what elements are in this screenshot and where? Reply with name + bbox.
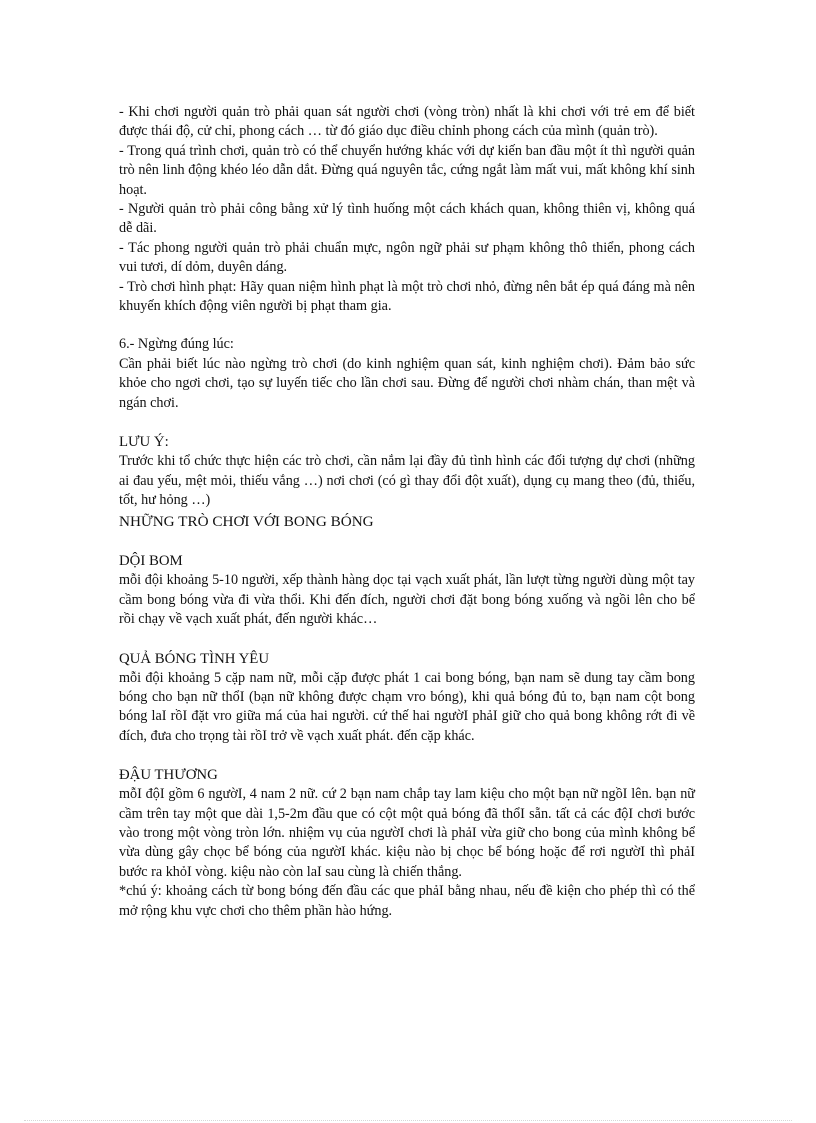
spacer [119, 413, 695, 432]
game-title-dau-thuong: ĐẬU THƯƠNG [119, 767, 218, 784]
spacer [119, 630, 695, 649]
section-body-stop-on-time: Cần phải biết lúc nào ngừng trò chơi (do kinh nghiệm quan sát, kinh nghiệm chơi). Đảm bảo sức khỏe cho ngơi chơi, tạo sự luyến tiếc cho lần chơi sau. Đừng để người chơi nhàm chán, than mệt và ngán chơi. [119, 355, 695, 411]
game-title-doi-bom: DỘI BOM [119, 553, 183, 570]
rule-item-observe: - Khi chơi người quản trò phải quan sát người chơi (vòng tròn) nhất là khi chơi với trẻ em để biết được thái độ, cử chỉ, phong cách … từ đó giáo dục điều chỉnh phong cách của mình (quản trò). [119, 104, 695, 140]
game-body-doi-bom: mỗi đội khoảng 5-10 người, xếp thành hàng dọc tại vạch xuất phát, lần lượt từng người dùng một tay cầm bong bóng vừa đi vừa thổi. Khi đến đích, người chơi đặt bong bóng xuống và ngồi lên cho bể rồi chạy về vạch xuất phát, đến người khác… [119, 572, 695, 628]
game-footnote-dau-thuong: *chú ý: khoảng cách từ bong bóng đến đầu các que phảI bằng nhau, nếu đề kiện cho phép thì có thể mở rộng khu vực chơi cho thêm phần hào hứng. [119, 883, 695, 919]
note-body: Trước khi tổ chức thực hiện các trò chơi, cần nắm lại đầy đủ tình hình các đối tượng dự chơi (những ai đau yếu, mệt mỏi, thiếu vắng …) nơi chơi (có gì thay đổi đột xuất), dụng cụ mang theo (đủ, thiếu, tốt, hư hỏng …) [119, 453, 695, 508]
document-page [119, 103, 695, 921]
main-title: NHỮNG TRÒ CHƠI VỚI BONG BÓNG [119, 513, 374, 531]
rule-item-fairness: - Người quản trò phải công bằng xử lý tình huống một cách khách quan, không thiên vị, không quá dễ dãi. [119, 201, 695, 237]
spacer [119, 746, 695, 765]
section-heading-stop-on-time: 6.- Ngừng đúng lúc: [119, 336, 234, 353]
spacer [119, 316, 695, 335]
rule-item-penalty: - Trò chơi hình phạt: Hãy quan niệm hình phạt là một trò chơi nhỏ, đừng nên bắt ép quá đáng mà nên khuyến khích động viên người bị phạt tham gia. [119, 278, 695, 315]
note-heading: LƯU Ý: [119, 434, 169, 451]
spacer [119, 532, 695, 551]
rule-item-flexible: - Trong quá trình chơi, quản trò có thể chuyển hướng khác với dự kiến ban đầu một ít thì người quản trò nên linh động khéo léo dẫn dắt. Đừng quá nguyên tắc, cứng ngắt làm mất vui, mất không khí sinh hoạt. [119, 142, 695, 198]
rule-item-conduct: - Tác phong người quản trò phải chuẩn mực, ngôn ngữ phải sư phạm không thô thiển, phong cách vui tươi, dí dỏm, duyên dáng. [119, 239, 695, 276]
game-body-dau-thuong: mỗI độI gồm 6 ngườI, 4 nam 2 nữ. cứ 2 bạn nam chắp tay lam kiệu cho một bạn nữ ngồI lên. bạn nữ cầm trên tay một que dài 1,5-2m đầu que có cột một quả bóng đã thổI sẵn. tất cả các độI chơi bước vào trong một vòng tròn lớn. nhiệm vụ của ngườI chơi là phảI vừa giữ cho bong của mình không bể vừa dùng gây chọc bể bóng của ngườI khác. kiệu nào bị chọc bể bóng hoặc để rơi ngườI thì phảI bước ra khỏI vòng. kiệu nào còn laI sau cùng là chiến thắng. [119, 786, 695, 880]
page-bottom-divider [24, 1120, 792, 1121]
game-body-qua-bong-tinh-yeu: mỗi đội khoảng 5 cặp nam nữ, mỗi cặp được phát 1 cai bong bóng, bạn nam sẽ dung tay cầm bong bóng cho bạn nữ thổI (bạn nữ không được chạm vro bóng), khi quả bóng đủ to, bạn nam cột bong bóng laI rồI đặt vro giữa má của hai người. cứ thế hai ngườI phảI giữ cho quả bong không rớt đi về đích, đưa cho trọng tài rồI trở về vạch xuất phát. đến cặp khác. [119, 669, 695, 744]
game-title-qua-bong-tinh-yeu: QUẢ BÓNG TÌNH YÊU [119, 650, 270, 667]
